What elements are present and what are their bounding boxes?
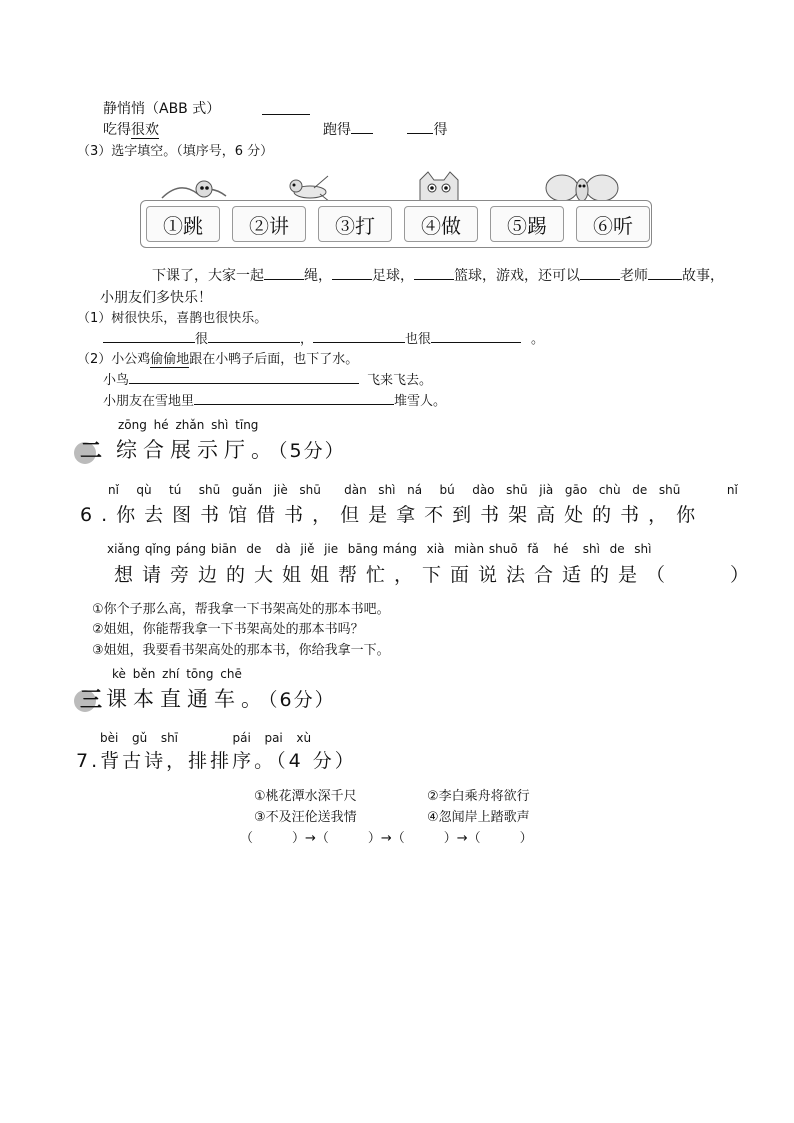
char-option[interactable]: ④做: [404, 206, 478, 242]
s2-blank-b[interactable]: [194, 390, 394, 405]
s1-blank-b[interactable]: [208, 328, 300, 343]
run-blank-2[interactable]: [407, 119, 433, 134]
s2-text: 小鸟: [103, 373, 130, 388]
sentence1-label: （1）树很快乐，喜鹊也很快乐。: [77, 311, 268, 326]
q3-instruction: （3）选字填空。（填序号，6 分）: [77, 144, 274, 159]
s2-text: 堆雪人。: [394, 394, 447, 409]
s1-text: 也很: [405, 332, 432, 347]
section2-heading: [116, 434, 346, 464]
char-option[interactable]: ⑥听: [576, 206, 650, 242]
char-option[interactable]: ②讲: [232, 206, 306, 242]
section3-score: （6分）: [268, 689, 336, 711]
eat-label: 吃得: [103, 122, 131, 138]
cat-icon: [414, 170, 464, 204]
fill-blank[interactable]: [414, 265, 454, 280]
abb-label: [103, 98, 220, 118]
section3-title: 课本直通车。: [106, 687, 268, 711]
poem-order-answer[interactable]: （ ）→（ ）→（ ）→（ ）: [240, 831, 533, 846]
s2-text: 飞来飞去。: [367, 373, 433, 388]
eat-line: [103, 119, 159, 139]
q6-pinyin-line2: xiǎng qǐng páng biān de dà jiě jie bāng máng xià miàn shuō fǎ hé shì de shì: [107, 542, 652, 556]
s1-blank-c[interactable]: [313, 328, 405, 343]
q6-option-1[interactable]: ①你个子那么高，帮我拿一下书架高处的那本书吧。: [92, 602, 390, 617]
abb-label-text: 静悄悄（ABB 式）: [103, 101, 221, 117]
fill-blank[interactable]: [580, 265, 620, 280]
section2-number: 二: [80, 439, 103, 464]
section2-score: （5分）: [278, 440, 346, 462]
q6-line2: 想请旁边的大姐姐帮忙，下面说法合适的是（ ）: [114, 564, 759, 586]
s2-text: （2）小公鸡: [77, 352, 151, 367]
fill-blank[interactable]: [332, 265, 372, 280]
char-option[interactable]: ⑤踢: [490, 206, 564, 242]
eat-underlined: 很欢: [131, 122, 159, 138]
q6-pinyin-line1: nǐ qù tú shū guǎn jiè shū dàn shì ná bú dào shū jià gāo chù de shū nǐ: [108, 483, 738, 497]
fill-text: 篮球，游戏，还可以: [454, 268, 580, 284]
char-option[interactable]: ③打: [318, 206, 392, 242]
sentence2-answer-b: [103, 390, 446, 409]
s1-text: 。: [531, 332, 545, 347]
s1-blank-a[interactable]: [103, 328, 195, 343]
fill-text: 足球，: [372, 268, 414, 284]
fill-text: 绳，: [304, 268, 332, 284]
fill-text: 故事，: [682, 268, 724, 284]
section2-title: 综合展示厅。: [116, 438, 278, 462]
char-option[interactable]: ①跳: [146, 206, 220, 242]
s1-text: 很: [195, 332, 209, 347]
poem-line-4: ④忽闻岸上踏歌声: [427, 810, 530, 825]
run-label: 跑得: [323, 122, 351, 138]
run-end: 得: [433, 122, 448, 138]
run-blank-1[interactable]: [351, 119, 373, 134]
q6-option-3[interactable]: ③姐姐，我要看书架高处的那本书，你给我拿一下。: [92, 643, 390, 658]
fill-blank[interactable]: [648, 265, 682, 280]
poem-line-2: ②李白乘舟将欲行: [427, 789, 530, 804]
fill-paragraph: [152, 265, 724, 285]
poem-line-3: ③不及汪伦送我情: [254, 810, 357, 825]
section3-number: 三: [80, 688, 103, 713]
run-line: [323, 119, 447, 139]
abb-answer-blank[interactable]: [262, 100, 310, 115]
poem-line-1: ①桃花潭水深千尺: [254, 789, 357, 804]
q7-line: 7.背古诗，排排序。（4 分）: [76, 750, 357, 772]
fill-blank[interactable]: [264, 265, 304, 280]
s1-text: ，: [300, 332, 314, 347]
fill-paragraph-line2: 小朋友们多快乐！: [100, 290, 212, 306]
sentence2-label: [77, 348, 358, 367]
section2-pinyin: zōng hé zhǎn shì tīng: [118, 418, 259, 432]
q7-pinyin: bèi gǔ shī pái pai xù: [100, 731, 312, 745]
fill-text: 下课了，大家一起: [152, 268, 264, 284]
section3-pinyin: kè běn zhí tōng chē: [112, 667, 242, 681]
sentence1-answer: [103, 328, 544, 347]
fill-text: 老师: [620, 268, 648, 284]
q6-option-2[interactable]: ②姐姐，你能帮我拿一下书架高处的那本书吗？: [92, 622, 364, 637]
s2-underlined: 偷偷地: [150, 352, 190, 367]
section3-heading: [106, 683, 336, 713]
s2-text: 小朋友在雪地里: [103, 394, 195, 409]
sentence2-answer-a: [103, 369, 432, 388]
s2-text: 跟在小鸭子后面，也下了水。: [189, 352, 359, 367]
character-options-box: [140, 200, 652, 248]
s2-blank-a[interactable]: [129, 369, 359, 384]
q6-line1: 6.你去图书馆借书，但是拿不到书架高处的书，你: [80, 504, 705, 526]
s1-blank-d[interactable]: [431, 328, 521, 343]
